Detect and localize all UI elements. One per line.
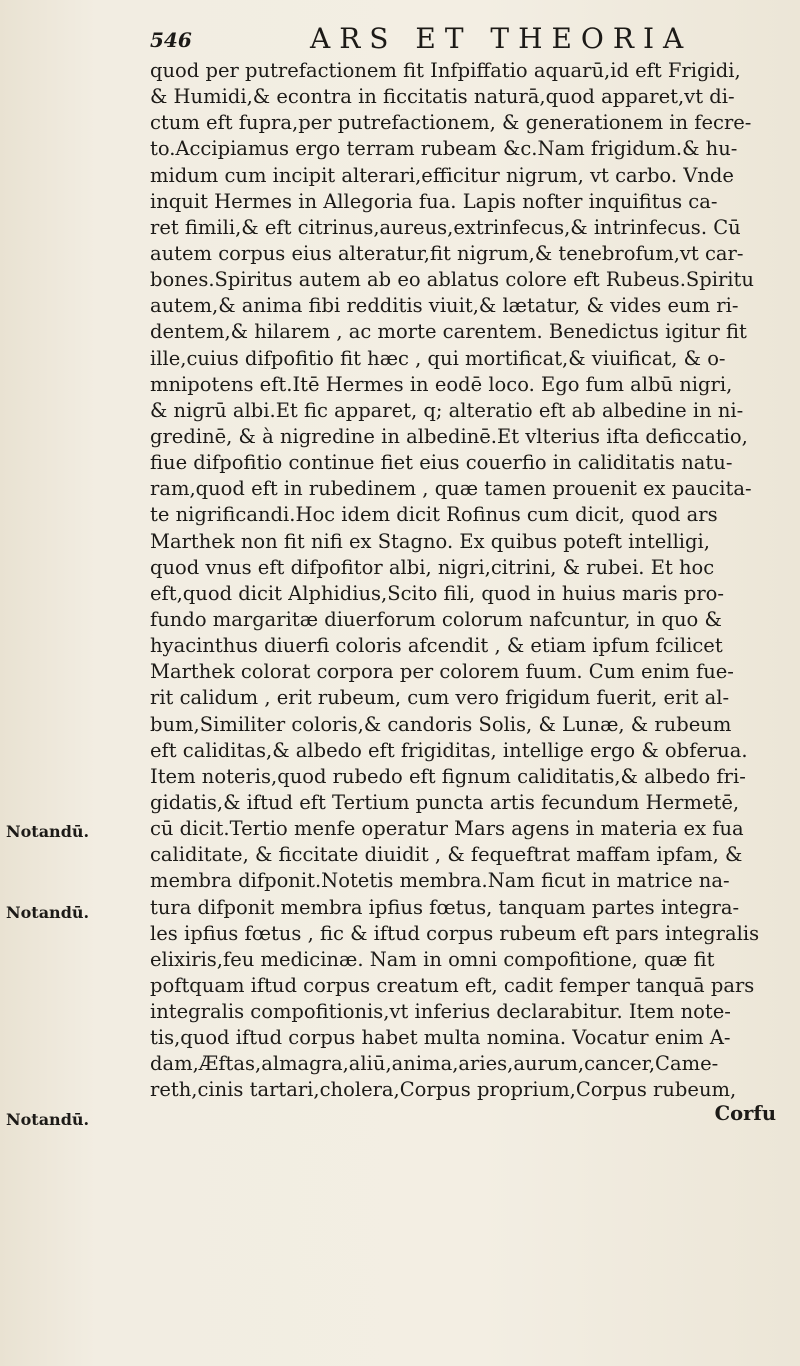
margin-notes [0, 0, 150, 1366]
text-line: hyacinthus diuerfi coloris afcendit , & etiam ipfum fcilicet [150, 634, 723, 658]
running-title: ARS ET THEORIA [310, 22, 693, 55]
text-line: integralis compofitionis,vt inferius declarabitur. Item note- [150, 1000, 731, 1024]
text-line: tis,quod iftud corpus habet multa nomina. Vocatur enim A- [150, 1026, 731, 1050]
text-line: dentem,& hilarem , ac morte carentem. Benedictus igitur fit [150, 320, 747, 344]
text-line: ctum eft fupra,per putrefactionem, & generationem in fecre- [150, 111, 752, 135]
margin-note: Notandū. [6, 1110, 90, 1129]
text-line: fundo margaritæ diuerforum colorum nafcuntur, in quo & [150, 607, 722, 631]
text-line: Item noteris,quod rubedo eft fignum caliditatis,& albedo fri- [150, 764, 746, 788]
margin-note: Notandū. [6, 903, 90, 922]
text-line: tura difponit membra ipfius fœtus, tanquam partes integra- [150, 895, 740, 919]
text-line: inquit Hermes in Allegoria fua. Lapis nofter inquifitus ca- [150, 189, 718, 213]
text-line: midum cum incipit alterari,efficitur nigrum, vt carbo. Vnde [150, 163, 734, 187]
text-line: mnipotens eft.Itē Hermes in eodē loco. Ego fum albū nigri, [150, 372, 733, 396]
text-line: ret fimili,& eft citrinus,aureus,extrinfecus,& intrinfecus. Cū [150, 215, 741, 239]
text-line: eft caliditas,& albedo eft frigiditas, intellige ergo & obferua. [150, 738, 748, 762]
text-line: bones.Spiritus autem ab eo ablatus colore eft Rubeus.Spiritu [150, 268, 754, 292]
text-line: & nigrū albi.Et fic apparet, q; alteratio eft ab albedine in ni- [150, 398, 744, 422]
text-line: elixiris,feu medicinæ. Nam in omni compofitione, quæ fit [150, 947, 715, 971]
text-line: autem corpus eius alteratur,fit nigrum,& tenebrofum,vt car- [150, 241, 744, 265]
text-line: poftquam iftud corpus creatum eft, cadit femper tanquā pars [150, 973, 755, 997]
text-line: caliditate, & ficcitate diuidit , & fequeftrat maffam ipfam, & [150, 843, 743, 867]
text-line: les ipfius fœtus , fic & iftud corpus rubeum eft pars integralis [150, 921, 760, 945]
text-line: autem,& anima fibi redditis viuit,& lætatur, & vides eum ri- [150, 294, 739, 318]
body-text [150, 58, 790, 1104]
text-line: reth,cinis tartari,cholera,Corpus proprium,Corpus rubeum, [150, 1078, 737, 1102]
text-line: cū dicit.Tertio menfe operatur Mars agens in materia ex fua [150, 817, 744, 841]
text-line: gredinē, & à nigredine in albedinē.Et vlterius ifta deficcatio, [150, 424, 748, 448]
page-number: 546 [150, 28, 192, 52]
text-line: dam,Æftas,almagra,aliū,anima,aries,aurum,cancer,Came- [150, 1052, 719, 1076]
text-line: Marthek colorat corpora per colorem fuum. Cum enim fue- [150, 660, 734, 684]
text-line: quod vnus eft difpofitor albi, nigri,citrini, & rubei. Et hoc [150, 555, 715, 579]
text-line: bum,Similiter coloris,& candoris Solis, & Lunæ, & rubeum [150, 712, 732, 736]
text-line: eft,quod dicit Alphidius,Scito fili, quod in huius maris pro- [150, 581, 725, 605]
text-line: Marthek non fit nifi ex Stagno. Ex quibus poteft intelligi, [150, 529, 710, 553]
text-line: quod per putrefactionem fit Infpiffatio aquarū,id eft Frigidi, [150, 59, 741, 82]
text-line: ille,cuius difpofitio fit hæc , qui mortificat,& viuificat, & o- [150, 346, 726, 370]
text-line: gidatis,& iftud eft Tertium puncta artis fecundum Hermetē, [150, 790, 740, 814]
text-line: rit calidum , erit rubeum, cum vero frigidum fuerit, erit al- [150, 686, 730, 710]
text-line: ram,quod eft in rubedinem , quæ tamen prouenit ex paucita- [150, 477, 752, 501]
text-line: membra difponit.Notetis membra.Nam ficut in matrice na- [150, 869, 730, 893]
text-line: te nigrificandi.Hoc idem dicit Rofinus cum dicit, quod ars [150, 503, 718, 527]
text-line: to.Accipiamus ergo terram rubeam &c.Nam frigidum.& hu- [150, 137, 738, 161]
text-line: & Humidi,& econtra in ficcitatis naturā,quod apparet,vt di- [150, 85, 735, 109]
text-line: fiue difpofitio continue fiet eius couerfio in caliditatis natu- [150, 451, 733, 475]
margin-note: Notandū. [6, 822, 90, 841]
catchword: Corfu [714, 1102, 776, 1125]
